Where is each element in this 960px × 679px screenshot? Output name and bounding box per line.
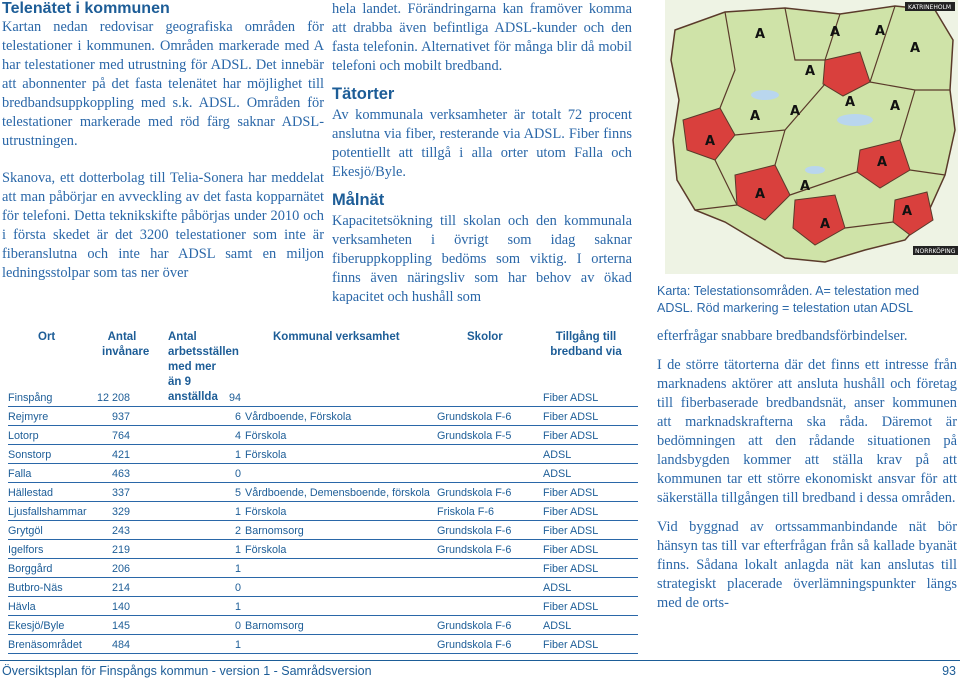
header-arbetsstallen: Antal arbetsställen med mer än 9 anställda xyxy=(168,331,239,403)
cell-invanare: 337 xyxy=(111,487,130,499)
cell-invanare: 140 xyxy=(111,601,130,613)
cell-bredband: Fiber ADSL xyxy=(543,544,599,556)
adsl-marker: A xyxy=(820,217,831,232)
cell-invanare: 214 xyxy=(111,582,130,594)
cell-arbetsstallen: 0 xyxy=(234,620,241,632)
cell-verksamhet: Förskola xyxy=(245,449,287,461)
cell-ort: Finspång xyxy=(8,392,53,404)
cell-arbetsstallen: 4 xyxy=(234,430,241,442)
table-row xyxy=(8,635,638,654)
cell-ort: Hävla xyxy=(8,601,36,613)
cell-skolor: Grundskola F-5 xyxy=(437,430,512,442)
malnat-paragraph: Kapacitetsökning till skolan och den kommunala verksamheten i övrigt som idag saknar fiberuppkoppling bedöms som viktig. I orterna finns även näringsliv som har behov av ökad kapacitet och hushåll som xyxy=(332,213,632,305)
table-row xyxy=(8,578,638,597)
cell-arbetsstallen: 1 xyxy=(234,506,241,518)
header-ort: Ort xyxy=(38,331,56,343)
map-label-norrkoping: NORRKÖPING xyxy=(915,248,956,255)
cell-invanare: 421 xyxy=(111,449,130,461)
cell-arbetsstallen: 1 xyxy=(234,563,241,575)
cell-skolor: Grundskola F-6 xyxy=(437,620,512,632)
table-row xyxy=(8,559,638,578)
cell-ort: Igelfors xyxy=(8,544,44,556)
adsl-marker: A xyxy=(845,95,856,110)
column-1 xyxy=(2,0,324,283)
column-2 xyxy=(332,0,632,307)
cell-arbetsstallen: 1 xyxy=(234,449,241,461)
cell-ort: Brenäsområdet xyxy=(8,639,82,651)
cell-bredband: Fiber ADSL xyxy=(543,392,599,404)
table-row xyxy=(8,388,638,407)
adsl-marker: A xyxy=(830,25,841,40)
heading-malnat: Målnät xyxy=(332,191,385,209)
cell-skolor: Grundskola F-6 xyxy=(437,544,512,556)
intro-paragraph: Kartan nedan redovisar geografiska områden för telestationer i kommunen. Områden markerade med A har telestationer med utrustning för ADSL. Det innebär att abonnenter på det fasta telenätet har möjlighet till bredbandsuppkoppling med s.k. ADSL. Områden för telestationer markerade med röd färg saknar ADSL-utrustningen. xyxy=(2,19,324,149)
section-title-telenatet: Telenätet i kommunen xyxy=(2,0,170,17)
adsl-marker: A xyxy=(890,99,901,114)
cell-ort: Ljusfallshammar xyxy=(8,506,87,518)
cell-verksamhet: Barnomsorg xyxy=(245,525,304,537)
header-invanare: Antal invånare xyxy=(102,331,150,358)
cell-verksamhet: Barnomsorg xyxy=(245,620,304,632)
cell-invanare: 12 208 xyxy=(96,392,130,404)
cell-arbetsstallen: 6 xyxy=(234,411,241,423)
cell-ort: Butbro-Näs xyxy=(8,582,63,594)
telestation-map xyxy=(665,0,958,274)
table-row xyxy=(8,483,638,502)
cell-ort: Grytgöl xyxy=(8,525,43,537)
cell-verksamhet: Vårdboende, Förskola xyxy=(245,411,352,423)
map-caption: Karta: Telestationsområden. A= telestation med ADSL. Röd markering = telestation utan ADSL xyxy=(657,284,920,315)
table-row xyxy=(8,616,638,635)
cell-ort: Rejmyre xyxy=(8,411,49,423)
cell-skolor: Grundskola F-6 xyxy=(437,525,512,537)
cell-skolor: Friskola F-6 xyxy=(437,506,494,518)
cell-invanare: 206 xyxy=(111,563,130,575)
adsl-marker: A xyxy=(902,204,913,219)
cell-invanare: 219 xyxy=(111,544,130,556)
cell-arbetsstallen: 1 xyxy=(234,544,241,556)
cell-invanare: 463 xyxy=(111,468,130,480)
tatorter-paragraph: Av kommunala verksamheter är totalt 72 procent anslutna via fiber, resterande via ADSL. Fiber finns potentiellt att tillgå i alla orter utom Falla och Ekesjö/Byle. xyxy=(332,107,632,180)
table-row xyxy=(8,464,638,483)
cell-invanare: 145 xyxy=(111,620,130,632)
cell-arbetsstallen: 5 xyxy=(234,487,241,499)
adsl-marker: A xyxy=(805,64,816,79)
footer-rule xyxy=(0,660,960,661)
cell-ort: Borggård xyxy=(8,563,53,575)
adsl-marker: A xyxy=(875,24,886,39)
adsl-marker: A xyxy=(755,187,766,202)
table-row xyxy=(8,597,638,616)
cell-bredband: Fiber ADSL xyxy=(543,601,599,613)
adsl-marker: A xyxy=(755,27,766,42)
cell-bredband: Fiber ADSL xyxy=(543,487,599,499)
adsl-marker: A xyxy=(877,155,888,170)
cell-verksamhet: Förskola xyxy=(245,506,287,518)
header-bredband: Tillgång till bredband via xyxy=(550,331,622,358)
cell-ort: Sonstorp xyxy=(8,449,52,461)
col3-paragraph-1: efterfrågar snabbare bredbandsförbindelser. xyxy=(657,328,908,344)
table-body xyxy=(8,388,638,654)
adsl-marker: A xyxy=(910,41,921,56)
cell-bredband: Fiber ADSL xyxy=(543,639,599,651)
cell-arbetsstallen: 2 xyxy=(234,525,241,537)
map-lake xyxy=(837,114,873,126)
map-lake xyxy=(751,90,779,100)
cell-ort: Falla xyxy=(8,468,32,480)
cell-bredband: Fiber ADSL xyxy=(543,506,599,518)
table-row xyxy=(8,426,638,445)
cell-bredband: ADSL xyxy=(543,468,572,480)
cell-bredband: ADSL xyxy=(543,449,572,461)
cell-arbetsstallen: 0 xyxy=(234,582,241,594)
cell-ort: Lotorp xyxy=(8,430,39,442)
cell-skolor: Grundskola F-6 xyxy=(437,411,512,423)
cell-arbetsstallen: 94 xyxy=(228,392,241,404)
adsl-marker: A xyxy=(790,104,801,119)
cell-arbetsstallen: 1 xyxy=(234,639,241,651)
page-number: 93 xyxy=(942,664,956,678)
map-graphic xyxy=(665,0,958,274)
map-label-katrineholm: KATRINEHOLM xyxy=(908,4,952,11)
cell-skolor: Grundskola F-6 xyxy=(437,487,512,499)
cell-bredband: Fiber ADSL xyxy=(543,563,599,575)
cell-arbetsstallen: 0 xyxy=(234,468,241,480)
col3-paragraph-3: Vid byggnad av ortssammanbindande nät bör hänsyn tas till var efterfrågan från så kallade byanät finns. Sådana lokalt anlagda nät kan anslutas till strategiskt placerade överlämningspunkter längs med de orts- xyxy=(657,519,957,611)
cell-bredband: Fiber ADSL xyxy=(543,411,599,423)
table-row xyxy=(8,407,638,426)
cell-invanare: 329 xyxy=(111,506,130,518)
header-skolor: Skolor xyxy=(467,331,503,343)
table-row xyxy=(8,521,638,540)
adsl-marker: A xyxy=(750,109,761,124)
table-row xyxy=(8,540,638,559)
cell-bredband: Fiber ADSL xyxy=(543,525,599,537)
cell-bredband: ADSL xyxy=(543,582,572,594)
cell-ort: Ekesjö/Byle xyxy=(8,620,65,632)
cell-verksamhet: Vårdboende, Demensboende, förskola xyxy=(245,487,430,499)
cell-bredband: ADSL xyxy=(543,620,572,632)
cell-skolor: Grundskola F-6 xyxy=(437,639,512,651)
cell-invanare: 243 xyxy=(111,525,130,537)
cell-arbetsstallen: 1 xyxy=(234,601,241,613)
map-lake xyxy=(805,166,825,174)
cell-bredband: Fiber ADSL xyxy=(543,430,599,442)
cell-verksamhet: Förskola xyxy=(245,544,287,556)
header-verksamhet: Kommunal verksamhet xyxy=(273,331,400,343)
col3-paragraph-2: I de större tätorterna där det finns ett intresse från marknadens aktörer att ansluta hushåll och företag till fiberbaserade bredbandsnät, anser kommunen att marknadskrafterna ska råda. Däremot är bedömningen att den rådande situationen på landsbygden kommer att ställa krav på att kommunen tar ett större ekonomiskt ansvar för att säkerställa tillgången till bredband i dessa områden. xyxy=(657,357,957,506)
column-3-text xyxy=(657,327,957,613)
table-row xyxy=(8,502,638,521)
cell-invanare: 937 xyxy=(111,411,130,423)
skanova-paragraph: Skanova, ett dotterbolag till Telia-Sonera har meddelat att man påbörjar en avveckling av det fasta kopparnätet för telefoni. Detta teknikskifte påbörjas under 2010 och i första skedet är det 3200 telestationer som inte är fiberanslutna och inte har ADSL samt en miljon ledningsstolpar som tas ner över xyxy=(2,170,324,281)
cell-verksamhet: Förskola xyxy=(245,430,287,442)
table-row xyxy=(8,445,638,464)
cell-invanare: 484 xyxy=(111,639,130,651)
cell-ort: Hällestad xyxy=(8,487,54,499)
footer-title: Översiktsplan för Finspångs kommun - version 1 - Samrådsversion xyxy=(2,664,372,678)
continued-paragraph: hela landet. Förändringarna kan framöver komma att drabba även befintliga ADSL-kunder och den fasta telefonin. Alternativet för många blir då mobil telefoni och mobilt bredband. xyxy=(332,1,632,74)
adsl-marker: A xyxy=(705,134,716,149)
heading-tatorter: Tätorter xyxy=(332,85,395,103)
adsl-marker: A xyxy=(800,179,811,194)
cell-invanare: 764 xyxy=(111,430,130,442)
